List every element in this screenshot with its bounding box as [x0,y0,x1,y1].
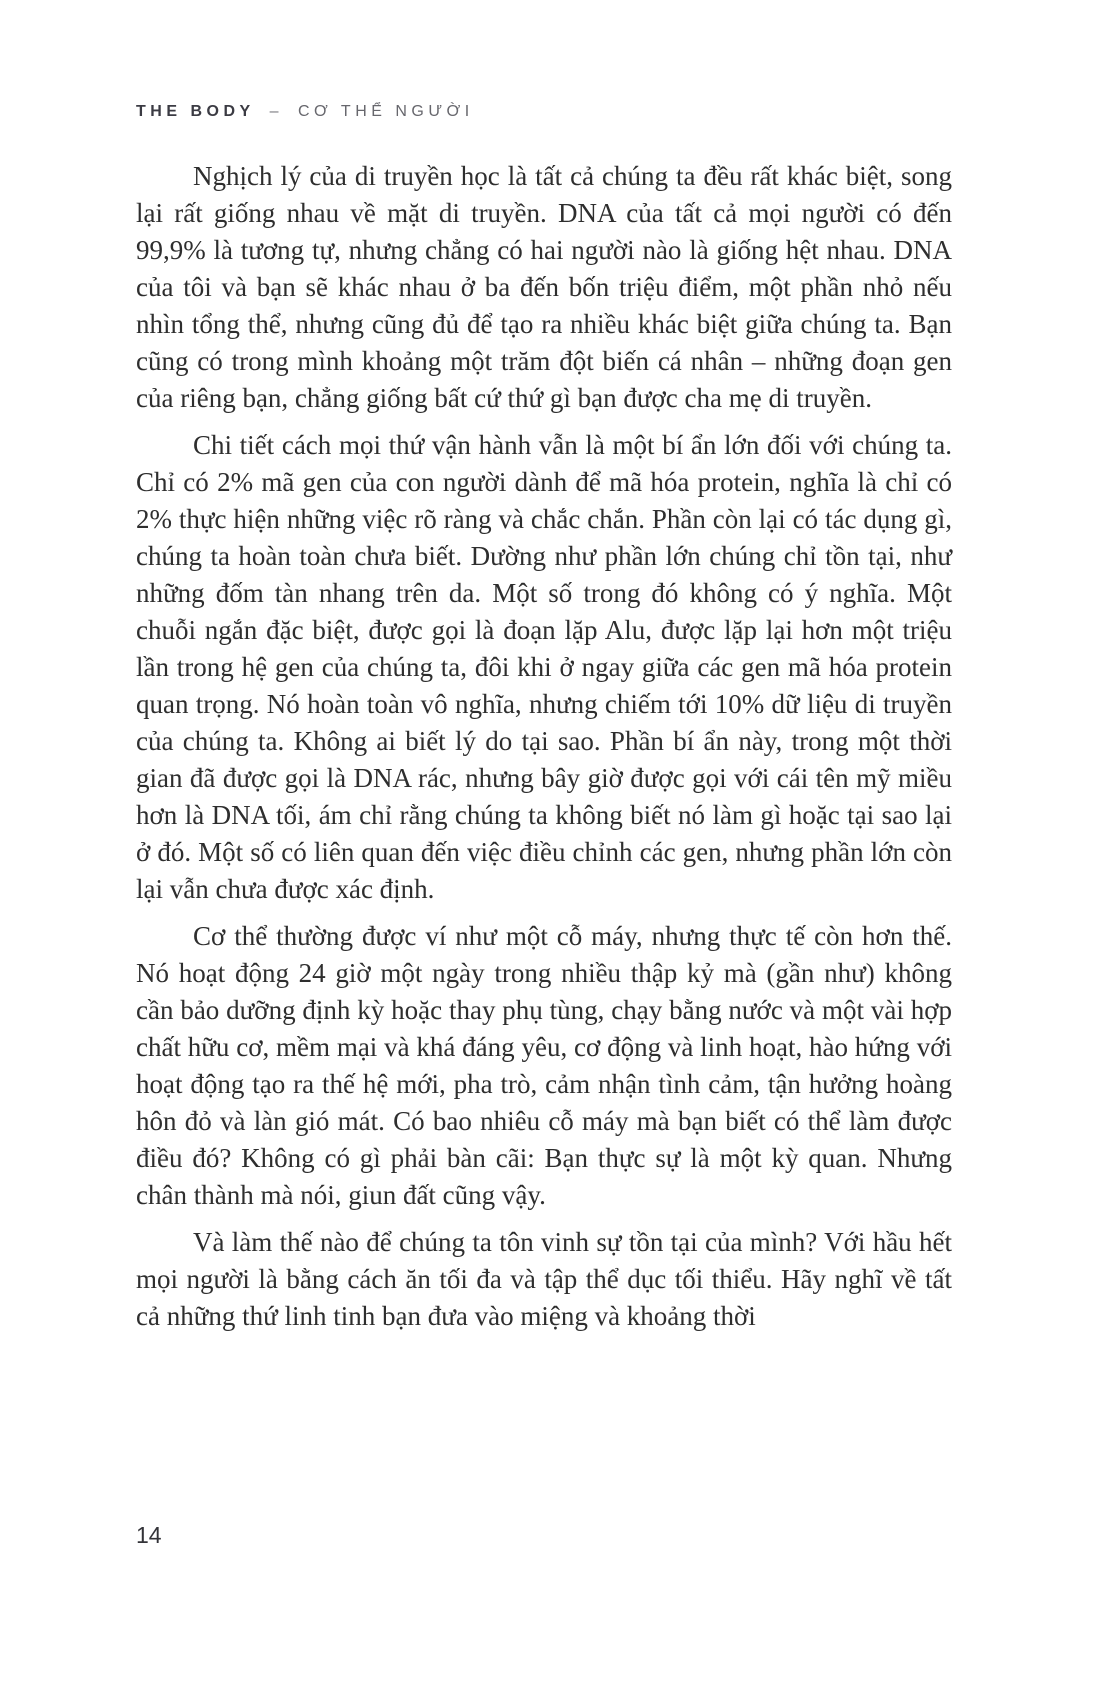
book-subtitle: CƠ THỂ NGƯỜI [297,103,474,120]
page-number: 14 [136,1522,162,1548]
paragraph: Nghịch lý của di truyền học là tất cả chúng ta đều rất khác biệt, song lại rất giống nhau về mặt di truyền. DNA của tất cả mọi người có đến 99,9% là tương tự, nhưng chẳng có hai người nào là giống hệt nhau. DNA của tôi và bạn sẽ khác nhau ở ba đến bốn triệu điểm, một phần nhỏ nếu nhìn tổng thể, nhưng cũng đủ để tạo ra nhiều khác biệt giữa chúng ta. Bạn cũng có trong mình khoảng một trăm đột biến cá nhân – những đoạn gen của riêng bạn, chẳng giống bất cứ thứ gì bạn được cha mẹ di truyền. [136,161,952,413]
page-footer [136,1522,162,1549]
book-title: THE BODY [136,103,255,120]
paragraph: Và làm thế nào để chúng ta tôn vinh sự tồn tại của mình? Với hầu hết mọi người là bằng cách ăn tối đa và tập thể dục tối thiểu. Hãy nghĩ về tất cả những thứ linh tinh bạn đưa vào miệng và khoảng thời [136,1227,952,1331]
page-body [136,158,952,1345]
running-header [136,103,474,121]
header-separator: – [269,103,284,120]
paragraph: Cơ thể thường được ví như một cỗ máy, nhưng thực tế còn hơn thế. Nó hoạt động 24 giờ một ngày trong nhiều thập kỷ mà (gần như) không cần bảo dưỡng định kỳ hoặc thay phụ tùng, chạy bằng nước và một vài hợp chất hữu cơ, mềm mại và khá đáng yêu, cơ động và linh hoạt, hào hứng với hoạt động tạo ra thế hệ mới, pha trò, cảm nhận tình cảm, tận hưởng hoàng hôn đỏ và làn gió mát. Có bao nhiêu cỗ máy mà bạn biết có thể làm được điều đó? Không có gì phải bàn cãi: Bạn thực sự là một kỳ quan. Nhưng chân thành mà nói, giun đất cũng vậy. [136,921,952,1210]
paragraph: Chi tiết cách mọi thứ vận hành vẫn là một bí ẩn lớn đối với chúng ta. Chỉ có 2% mã gen của con người dành để mã hóa protein, nghĩa là chỉ có 2% thực hiện những việc rõ ràng và chắc chắn. Phần còn lại có tác dụng gì, chúng ta hoàn toàn chưa biết. Dường như phần lớn chúng chỉ tồn tại, như những đốm tàn nhang trên da. Một số trong đó không có ý nghĩa. Một chuỗi ngắn đặc biệt, được gọi là đoạn lặp Alu, được lặp lại hơn một triệu lần trong hệ gen của chúng ta, đôi khi ở ngay giữa các gen mã hóa protein quan trọng. Nó hoàn toàn vô nghĩa, nhưng chiếm tới 10% dữ liệu di truyền của chúng ta. Không ai biết lý do tại sao. Phần bí ẩn này, trong một thời gian đã được gọi là DNA rác, nhưng bây giờ được gọi với cái tên mỹ miều hơn là DNA tối, ám chỉ rằng chúng ta không biết nó làm gì hoặc tại sao lại ở đó. Một số có liên quan đến việc điều chỉnh các gen, nhưng phần lớn còn lại vẫn chưa được xác định. [136,430,952,904]
